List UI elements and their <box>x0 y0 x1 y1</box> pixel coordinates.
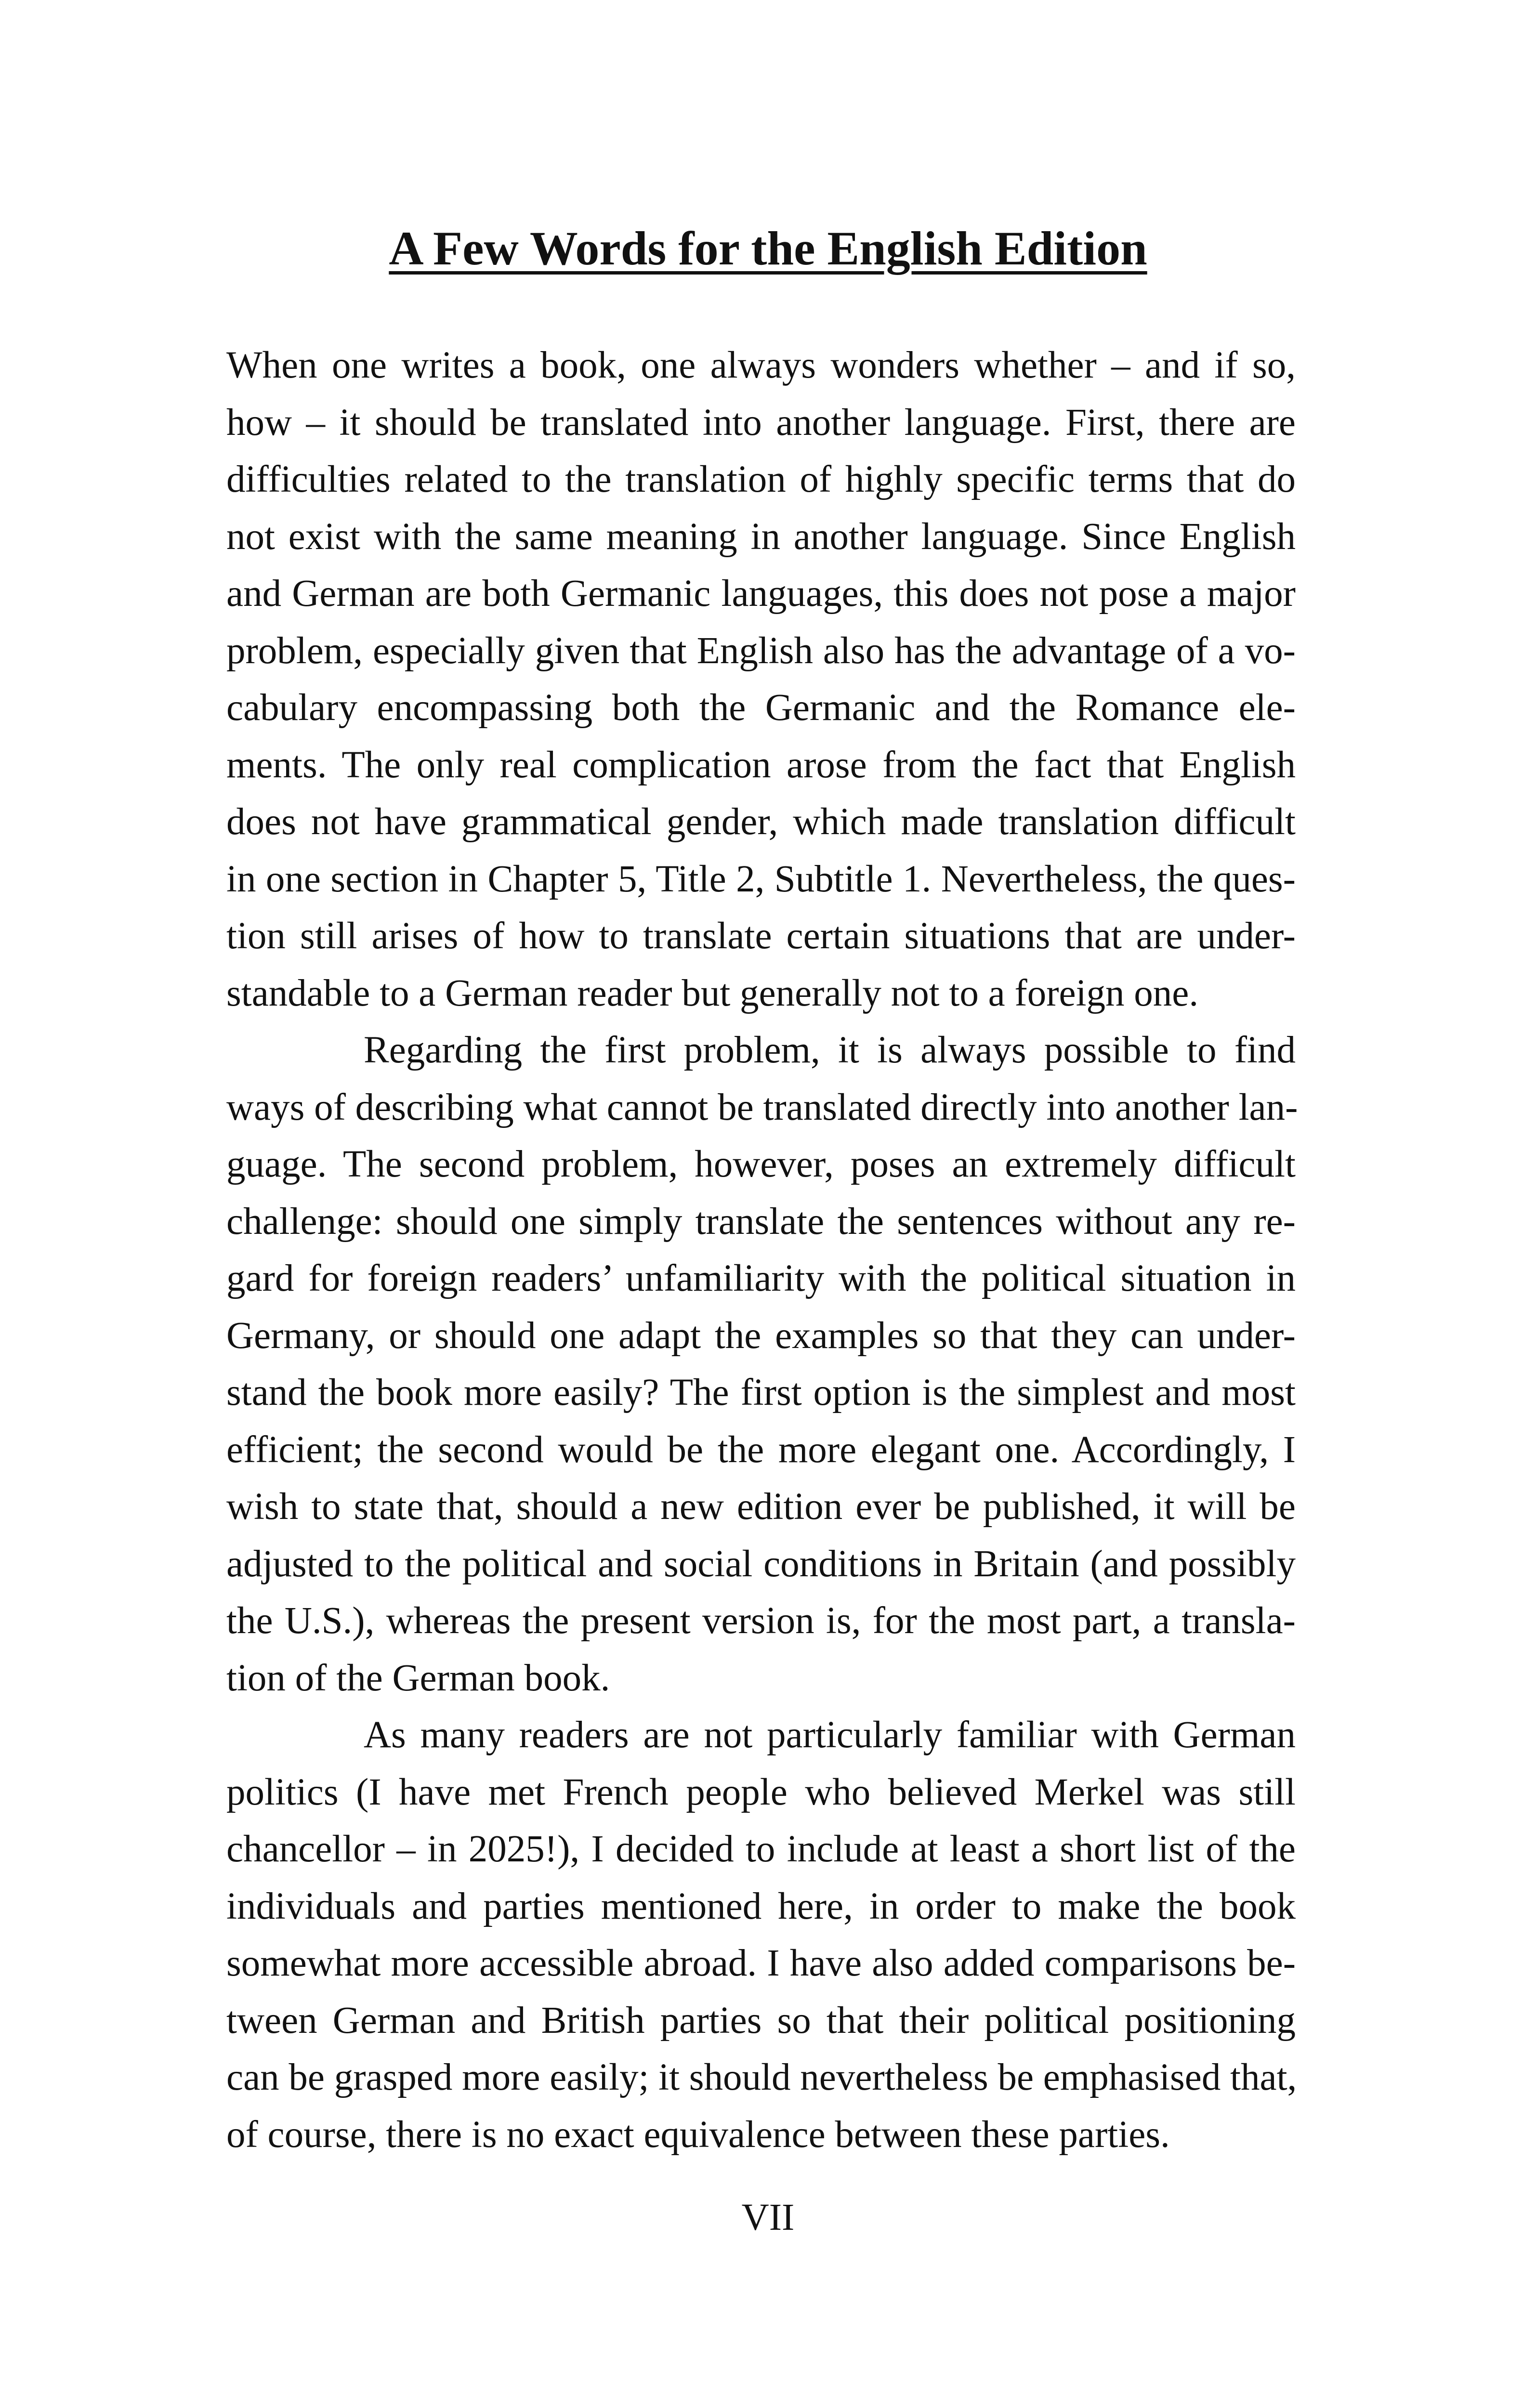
text-line: and German are both Germanic languages, this does not pose a major <box>226 573 1296 615</box>
paragraph <box>226 1707 1296 2163</box>
text-line: not exist with the same meaning in another language. Since English <box>226 515 1296 558</box>
text-line: politics (I have met French people who believed Merkel was still <box>226 1771 1296 1813</box>
text-line: guage. The second problem, however, poses an extremely difficult <box>226 1143 1296 1185</box>
text-line: difficulties related to the translation of highly specific terms that do <box>226 458 1296 500</box>
text-line: Germany, or should one adapt the examples so that they can under- <box>226 1314 1296 1357</box>
text-line: Regarding the first problem, it is always possible to find <box>364 1029 1296 1071</box>
text-line: tion still arises of how to translate certain situations that are under- <box>226 915 1296 957</box>
text-line: stand the book more easily? The first option is the simplest and most <box>226 1372 1296 1413</box>
text-line: in one section in Chapter 5, Title 2, Subtitle 1. Nevertheless, the ques- <box>226 858 1296 900</box>
text-line: of course, there is no exact equivalence between these parties. <box>226 2113 1170 2156</box>
chapter-heading: A Few Words for the English Edition <box>389 222 1147 275</box>
text-line: can be grasped more easily; it should nevertheless be emphasised that, <box>226 2056 1297 2098</box>
text-line: efficient; the second would be the more elegant one. Accordingly, I <box>226 1428 1296 1471</box>
text-line: ways of describing what cannot be translated directly into another lan- <box>226 1086 1298 1128</box>
text-line: problem, especially given that English also has the advantage of a vo- <box>226 629 1296 672</box>
paragraph <box>226 337 1296 1022</box>
paragraph <box>226 1022 1296 1707</box>
text-line: tion of the German book. <box>226 1657 610 1699</box>
text-line: chancellor – in 2025!), I decided to include at least a short list of the <box>226 1828 1296 1870</box>
text-line: does not have grammatical gender, which made translation difficult <box>226 801 1296 843</box>
text-line: challenge: should one simply translate the sentences without any re- <box>226 1200 1296 1243</box>
text-line: ments. The only real complication arose from the fact that English <box>226 744 1296 786</box>
text-line: As many readers are not particularly familiar with German <box>364 1714 1296 1756</box>
text-line: gard for foreign readers’ unfamiliarity with the political situation in <box>226 1257 1296 1299</box>
text-line: adjusted to the political and social conditions in Britain (and possibly <box>226 1543 1296 1585</box>
text-line: When one writes a book, one always wonders whether – and if so, <box>226 344 1296 386</box>
text-line: standable to a German reader but generally not to a foreign one. <box>226 972 1199 1014</box>
body-text <box>226 337 1296 2163</box>
text-line: individuals and parties mentioned here, in order to make the book <box>226 1885 1296 1927</box>
page-number: VII <box>741 2197 795 2238</box>
text-line: wish to state that, should a new edition ever be published, it will be <box>226 1486 1296 1528</box>
text-line: tween German and British parties so that their political positioning <box>226 1999 1296 2042</box>
text-line: the U.S.), whereas the present version is, for the most part, a transla- <box>226 1600 1296 1642</box>
text-line: somewhat more accessible abroad. I have also added comparisons be- <box>226 1942 1296 1984</box>
text-line: cabulary encompassing both the Germanic and the Romance ele- <box>226 687 1296 729</box>
text-line: how – it should be translated into another language. First, there are <box>226 401 1296 444</box>
